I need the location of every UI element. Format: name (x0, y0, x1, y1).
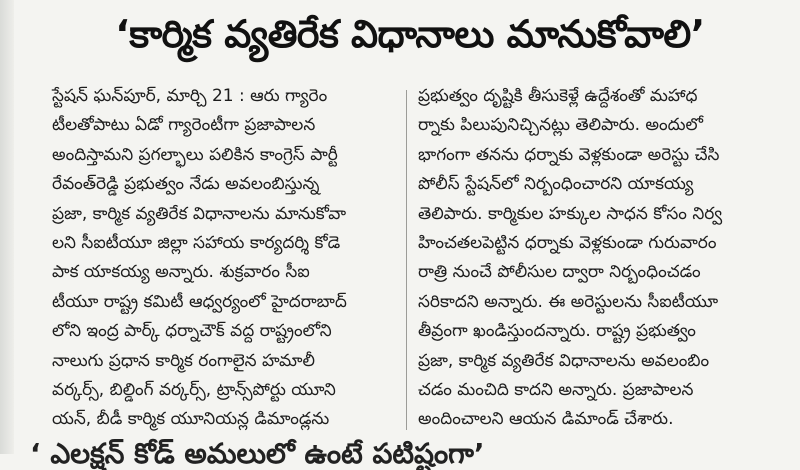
body-text-line: లని సీఐటీయూ జిల్లా సహాయ కార్యదర్శి కోడె (52, 232, 341, 253)
body-text-line: వర్కర్స్, బిల్డింగ్ వర్కర్స్, ట్రాన్స్‌పోర్టు యూని (52, 379, 336, 400)
page-margin-shadow (0, 0, 14, 454)
body-text-line: ప్రభుత్వం దృష్టికి తీసుకెళ్లే ఉద్దేశంతో మహాధ (418, 86, 698, 106)
column-divider (406, 90, 407, 430)
next-headline-fragment: ‘ ఎలక్షన్ కోడ్‌ అమలులో ఉంటే పటిష్టంగా’ (30, 437, 485, 470)
body-text-line: టీలతోపాటు ఏడో గ్యారెంటీగా ప్రజాపాలన (52, 115, 316, 136)
body-text-line: ప్రజా, కార్మిక వ్యతిరేక విధానాలను మానుకోవా (52, 203, 347, 224)
body-text-line: భాగంగా తనను ధర్నాకు వెళ్లకుండా అరెస్టు చేసి (418, 144, 720, 165)
article-right-column (418, 82, 760, 435)
body-text-line: స్టేషన్ ఘన్‌పూర్, మార్చి 21 : ఆరు గ్యారెం (52, 86, 328, 106)
body-text-line: రాత్రి నుంచే పోలీసుల ద్వారా నిర్బంధించడం (418, 262, 701, 283)
body-text-line: రేవంత్‌రెడ్డి ప్రభుత్వం నేడు అవలంబిస్తున్న (52, 174, 320, 195)
body-text-line: అందిస్తామని ప్రగల్భాలు పలికిన కాంగ్రెస్ పార్టీ (52, 144, 338, 165)
body-text-line: హించతలపెట్టిన ధర్నాకు వెళ్లకుండా గురువారం (418, 232, 717, 253)
article-headline: ‘కార్మిక వ్యతిరేక విధానాలు మానుకోవాలి’ (115, 12, 705, 56)
body-text-line: చడం మంచిది కాదని అన్నారు. ప్రజాపాలన (418, 379, 694, 400)
article-left-column (52, 82, 398, 435)
body-text-line: పాక యాకయ్య అన్నారు. శుక్రవారం సీఐ (52, 262, 310, 283)
body-text-line: తెలిపారు. కార్మికుల హక్కుల సాధన కోసం నిర్వ (418, 203, 723, 224)
body-text-line: నాలుగు ప్రధాన కార్మిక రంగాలైన హమాలీ (52, 350, 315, 371)
next-article-headline-cropped (30, 437, 790, 470)
body-text-line: పోలీస్ స్టేషన్‌లో నిర్బంధించారని యాకయ్య (418, 174, 694, 195)
body-text-line: ప్రజా, కార్మిక వ్యతిరేక విధానాలను అవలంబిం (418, 350, 710, 371)
body-text-line: లోని ఇంద్ర పార్క్ ధర్నాచౌక్ వద్ద రాష్ట్రంలోని (52, 321, 332, 342)
body-text-line: సరికాదని అన్నారు. ఈ అరెస్టులను సీఐటీయూ (418, 291, 719, 312)
body-text-line: యన్, బీడీ కార్మిక యూనియన్ల డిమాండ్లను (52, 409, 330, 430)
body-text-line: అందించాలని ఆయన డిమాండ్ చేశారు. (418, 409, 674, 430)
body-text-line: ర్నాకు పిలుపునిచ్చినట్లు తెలిపారు. అందులో (418, 115, 703, 136)
body-text-line: తీవ్రంగా ఖండిస్తుందన్నారు. రాష్ట్ర ప్రభుత్వం (418, 321, 696, 342)
body-text-line: టీయూ రాష్ట్ర కమిటీ ఆధ్వర్యంలో హైదరాబాద్ (52, 291, 347, 312)
